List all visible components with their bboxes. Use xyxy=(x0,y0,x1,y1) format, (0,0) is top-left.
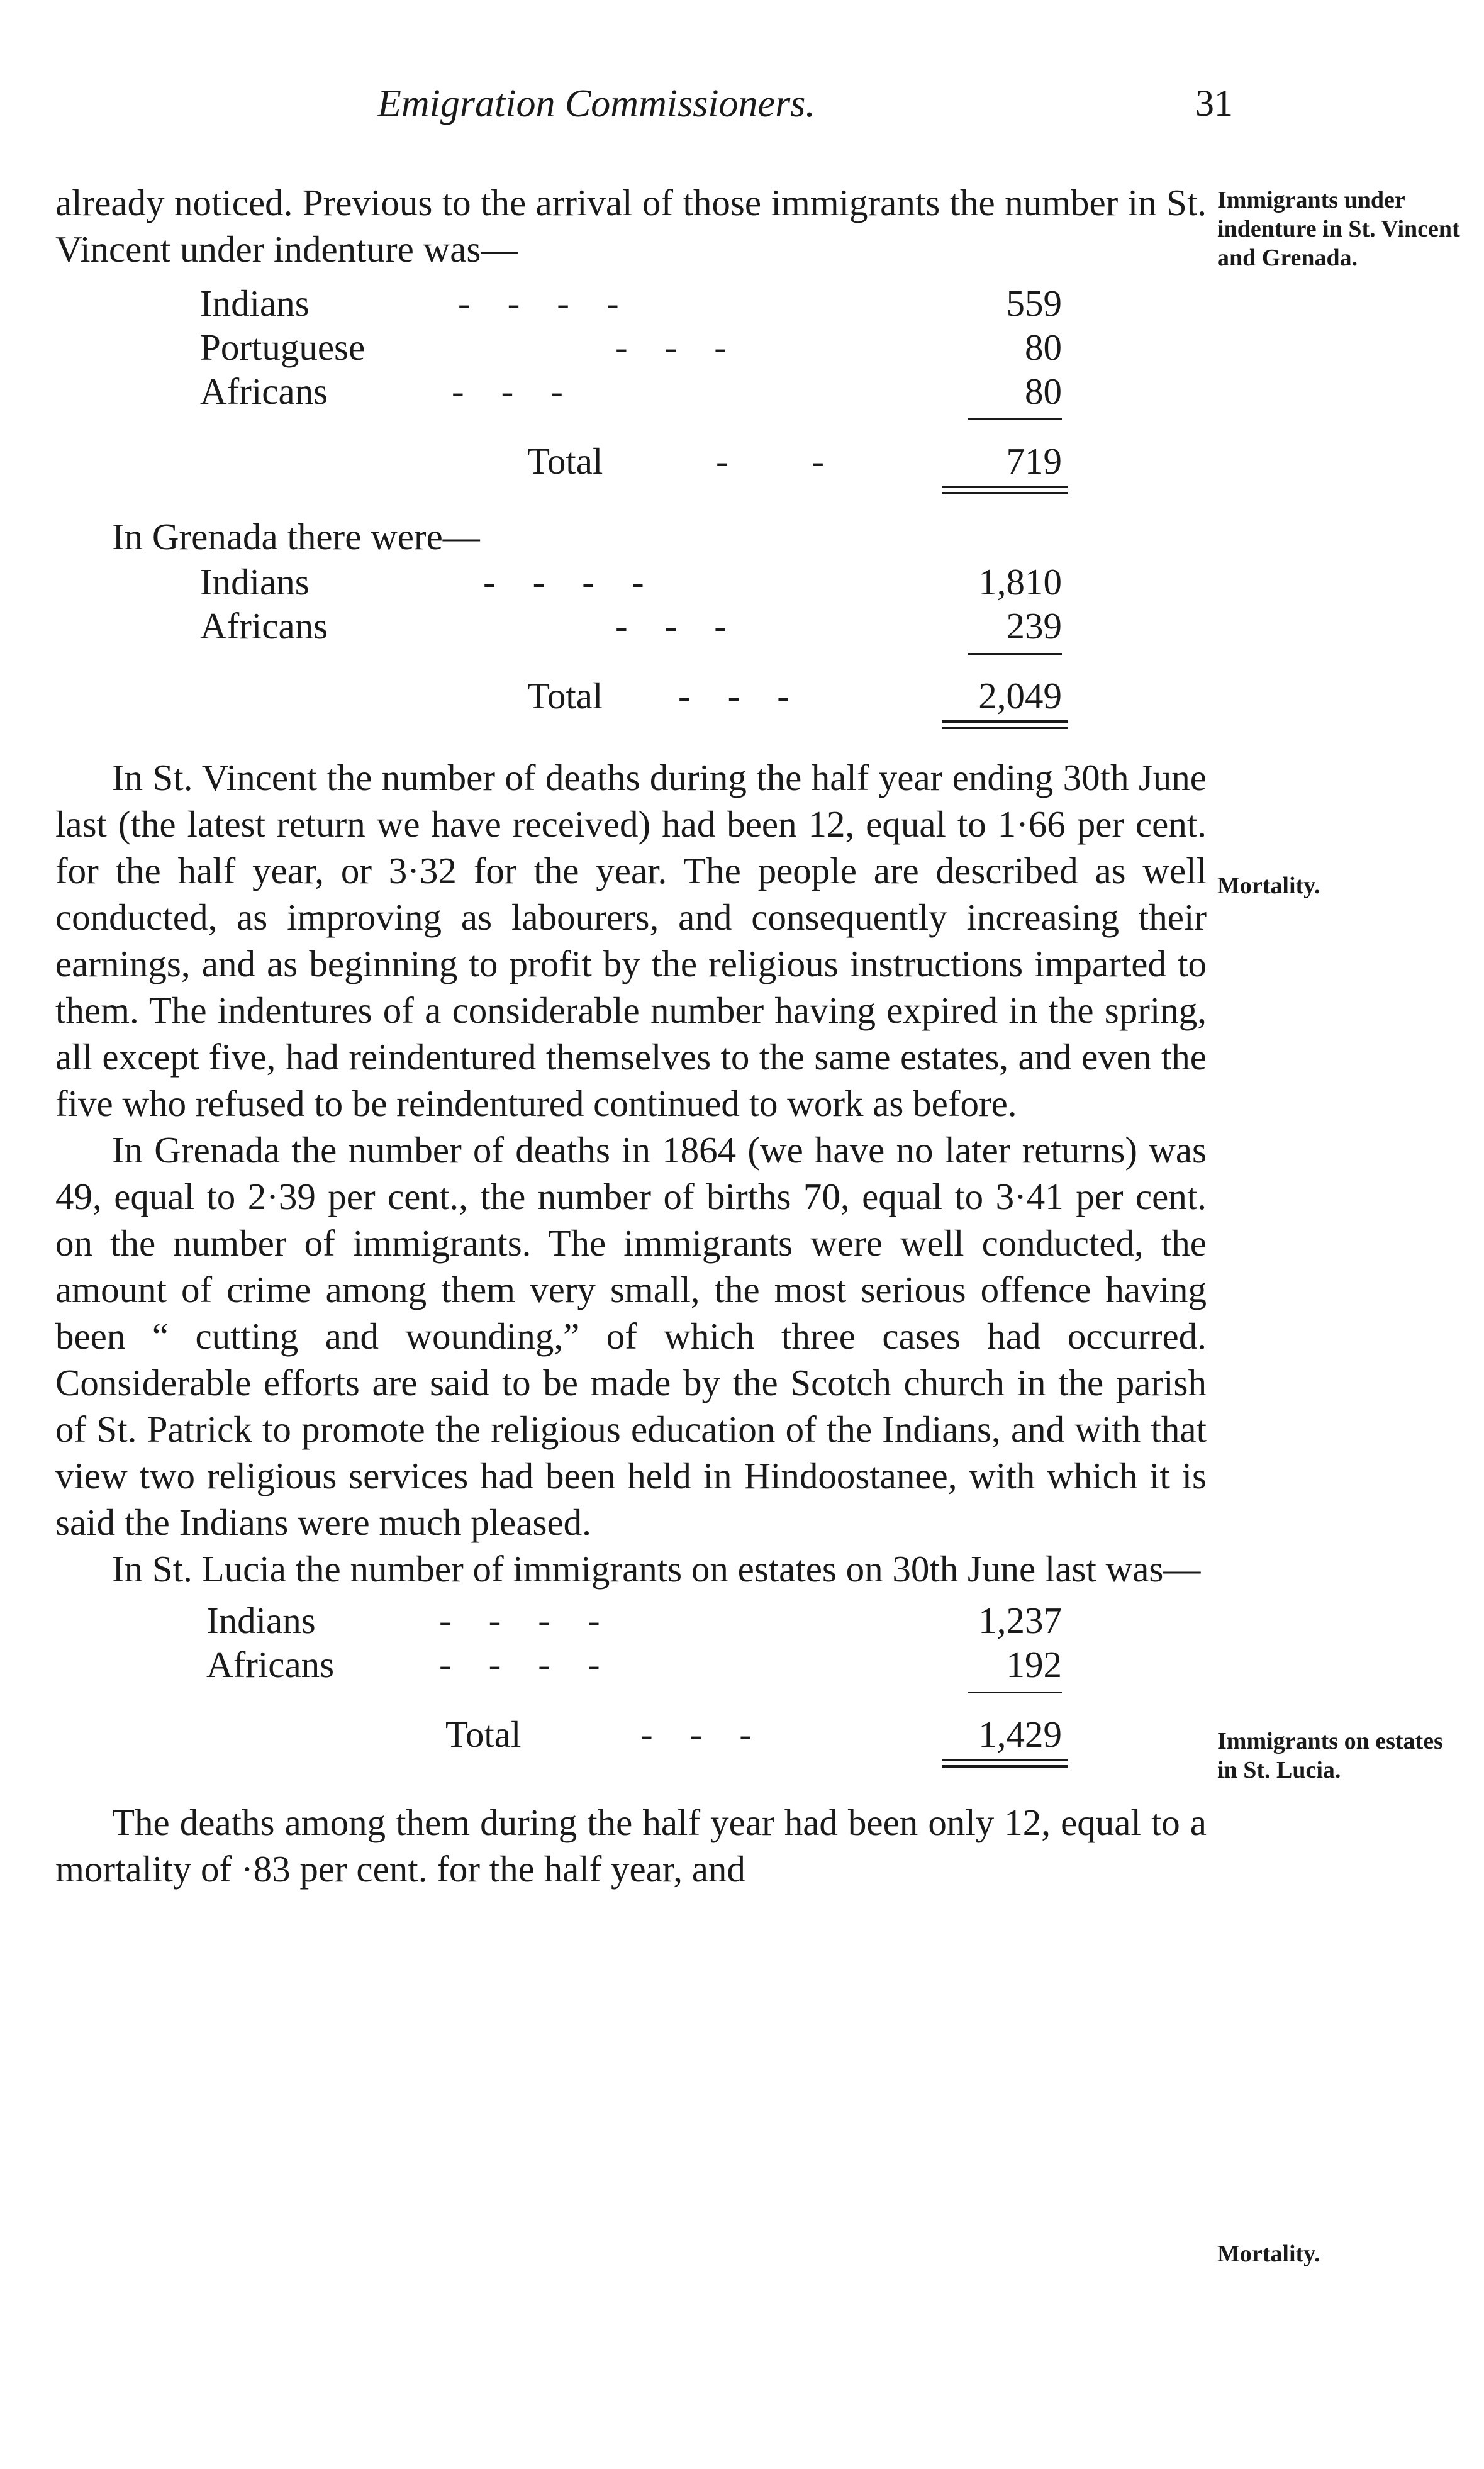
paragraph-st-lucia: In St. Lucia the number of immigrants on estates on 30th June last was— xyxy=(112,1548,1201,1590)
total-label: Total xyxy=(445,1714,522,1755)
row-dashes: - - - xyxy=(615,605,727,647)
sum-rule xyxy=(968,1692,1062,1693)
paragraph-grenada: In Grenada the number of deaths in 1864 (we have no later returns) was 49, equal to 2·39 per cent., the number of births 70, equal to 3·41 per cent. on the number of immigrants. The immigrants were well conducted, the amount of crime among them very small, the most serious offence having been “ cutting and wounding,” of which three cases had occurred. Considerable efforts are said to be made by the Scotch church in the parish of St. Patrick to promote the religious education of the Indians, and with that view two religious services had been held in Hindoostanee, with which it is said the Indians were much pleased. xyxy=(55,1129,1207,1543)
sum-rule xyxy=(968,418,1062,420)
page-number: 31 xyxy=(1195,82,1233,124)
row-dashes: - - - - xyxy=(439,1600,600,1641)
table-row xyxy=(55,560,1207,604)
grenada-table xyxy=(55,560,1207,729)
row-label: Africans xyxy=(206,1644,335,1685)
table-row xyxy=(55,369,1207,413)
total-value: 719 xyxy=(1006,440,1062,482)
row-value: 1,810 xyxy=(978,561,1062,603)
row-label: Indians xyxy=(200,282,310,324)
intro-paragraph: already noticed. Previous to the arrival of those immigrants the number in St. Vincent under indenture was— xyxy=(55,182,1207,270)
row-value: 239 xyxy=(1006,605,1062,647)
total-row xyxy=(55,1712,1207,1756)
table-row xyxy=(55,604,1207,648)
row-value: 80 xyxy=(1025,326,1062,368)
page-header xyxy=(0,82,1484,132)
table-row xyxy=(55,1598,1207,1642)
margin-note-mortality-st-vincent: Mortality. xyxy=(1217,872,1320,899)
row-label: Portuguese xyxy=(200,326,365,368)
page-body xyxy=(55,179,1207,1892)
row-value: 1,237 xyxy=(978,1600,1062,1641)
row-label: Africans xyxy=(200,371,328,412)
st-vincent-table xyxy=(55,281,1207,494)
row-dashes: - - - xyxy=(615,326,727,368)
paragraph-st-vincent-mortality: In St. Vincent the number of deaths during the half year ending 30th June last (the latest return we have received) had been 12, equal to 1·66 per cent. for the half year, or 3·32 for the year. The people are described as well conducted, as improving as labourers, and consequently increasing their earnings, and as beginning to profit by the religious instructions imparted to them. The indentures of a considerable number having expired in the spring, all except five, had reindentured themselves to the same estates, and even the five who refused to be reindentured continued to work as before. xyxy=(55,757,1207,1124)
total-label: Total xyxy=(527,675,603,716)
table-row xyxy=(55,325,1207,369)
total-row xyxy=(55,674,1207,718)
total-row xyxy=(55,439,1207,483)
total-double-rule xyxy=(942,1759,1068,1768)
row-dashes: - - - - xyxy=(458,282,619,324)
row-value: 192 xyxy=(1006,1644,1062,1685)
grenada-intro: In Grenada there were— xyxy=(112,516,480,557)
total-dashes: - - - xyxy=(640,1714,752,1755)
row-label: Indians xyxy=(200,561,310,603)
row-label: Africans xyxy=(200,605,328,647)
total-double-rule xyxy=(942,486,1068,494)
table-row xyxy=(55,281,1207,325)
st-lucia-table xyxy=(55,1598,1207,1768)
running-title: Emigration Commissioners. xyxy=(377,82,815,125)
total-value: 1,429 xyxy=(978,1714,1062,1755)
table-row xyxy=(55,1642,1207,1686)
margin-note-mortality-st-lucia: Mortality. xyxy=(1217,2241,1320,2267)
total-dashes: - - - xyxy=(678,675,789,716)
sum-rule xyxy=(968,653,1062,655)
row-dashes: - - - xyxy=(452,371,563,412)
row-dashes: - - - - xyxy=(439,1644,600,1685)
paragraph-final: The deaths among them during the half year had been only 12, equal to a mortality of ·83 per cent. for the half year, and xyxy=(55,1802,1207,1890)
row-dashes: - - - - xyxy=(483,561,644,603)
total-double-rule xyxy=(942,720,1068,729)
total-dashes: - - xyxy=(716,440,825,482)
row-value: 559 xyxy=(1006,282,1062,324)
margin-note-immigrants-indenture: Immigrants under indenture in St. Vincent and Grenada. xyxy=(1217,187,1460,271)
total-value: 2,049 xyxy=(978,675,1062,716)
total-label: Total xyxy=(527,440,603,482)
row-label: Indians xyxy=(206,1600,316,1641)
row-value: 80 xyxy=(1025,371,1062,412)
margin-note-immigrants-st-lucia: Immigrants on estates in St. Lucia. xyxy=(1217,1728,1443,1783)
